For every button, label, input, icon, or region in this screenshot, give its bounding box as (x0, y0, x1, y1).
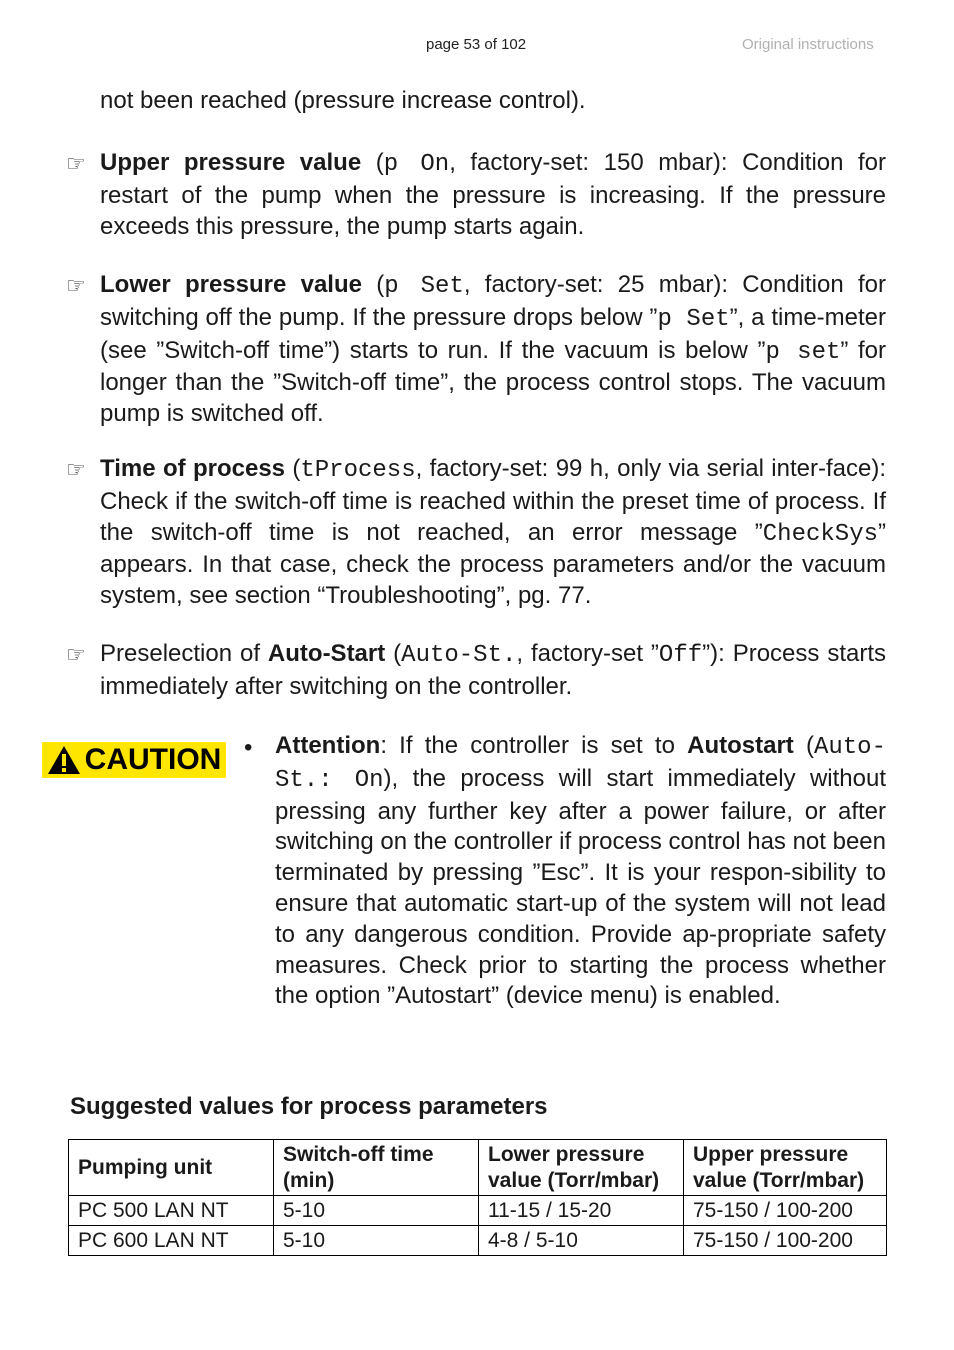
header-pumping-unit: Pumping unit (69, 1140, 274, 1196)
table-cell: 4-8 / 5-10 (479, 1226, 684, 1256)
table-cell: 75-150 / 100-200 (684, 1196, 887, 1226)
pointing-hand-icon: ☞ (66, 643, 86, 668)
pointing-hand-icon: ☞ (66, 274, 86, 299)
item-code: p On (383, 151, 450, 178)
item-text: , factory-set: 150 mbar): Condition for restart of the pump when the pressure is increasing. If the pressure exceeds this pressure, the pump starts again. (100, 149, 887, 240)
caution-label: CAUTION (84, 743, 222, 776)
item-code: Off (658, 642, 703, 669)
item-prefix: Preselection of (100, 640, 268, 667)
document-label: Original instructions (742, 36, 874, 53)
table-cell: PC 600 LAN NT (69, 1226, 274, 1256)
attention-label: Attention (275, 732, 381, 759)
attention-text-1: : If the controller is set to (380, 732, 688, 759)
table-header-row (69, 1140, 887, 1196)
table-cell: 5-10 (274, 1196, 479, 1226)
auto-start-item (100, 639, 886, 703)
pointing-hand-icon: ☞ (66, 152, 86, 177)
item-paren: ( (385, 640, 402, 667)
caution-badge (42, 742, 226, 778)
item-label: Upper pressure value (100, 149, 362, 176)
item-paren: ( (361, 271, 385, 298)
pointing-hand-icon: ☞ (66, 458, 86, 483)
item-code: tProcess (300, 457, 416, 484)
table-row (69, 1196, 887, 1226)
item-paren: ( (285, 455, 301, 482)
item-text: , factory-set ” (516, 640, 659, 667)
item-label: Auto-Start (267, 640, 386, 667)
item-text: , factory-set: 25 mbar): Condition for switching off the pump. If the pressure drops below ” (100, 271, 886, 331)
item-label: Lower pressure value (100, 271, 362, 298)
autostart-code: Auto-St.: On (275, 734, 886, 794)
header-upper-pressure: Upper pressure value (Torr/mbar) (684, 1140, 887, 1196)
page-number: page 53 of 102 (426, 36, 527, 53)
item-code: Auto-St. (401, 642, 517, 669)
table-cell: 5-10 (274, 1226, 479, 1256)
header-switch-off-time: Switch-off time (min) (274, 1140, 479, 1196)
item-code: p Set (657, 305, 730, 333)
bullet-mark: • (244, 734, 253, 761)
table-cell: PC 500 LAN NT (69, 1196, 274, 1226)
item-paren: ( (361, 149, 384, 176)
process-parameters-table (68, 1139, 887, 1256)
header-lower-pressure: Lower pressure value (Torr/mbar) (479, 1140, 684, 1196)
attention-text (275, 731, 886, 1012)
lower-pressure-item (100, 270, 886, 430)
item-code: CheckSys (762, 520, 878, 548)
item-code: p Set (384, 273, 464, 300)
warning-triangle-icon (47, 745, 81, 775)
upper-pressure-item (100, 148, 886, 242)
item-text: ” for longer than the ”Switch-off time”, the process control stops. The vacuum pump is switched off. (100, 336, 886, 428)
autostart-label: Autostart (687, 732, 794, 759)
item-label: Time of process (100, 455, 286, 482)
item-text: ”): Process starts immediately after switching on the controller. (100, 640, 886, 700)
continuation-text: not been reached (pressure increase control). (100, 87, 586, 114)
table-cell: 75-150 / 100-200 (684, 1226, 887, 1256)
attention-paren: ( (793, 732, 814, 759)
item-text: ”, a time-meter (see ”Switch-off time”) starts to run. If the vacuum is below ” (100, 303, 886, 364)
item-text: ” appears. In that case, check the process parameters and/or the vacuum system, see section “Troubleshooting”, pg. 77. (100, 518, 886, 610)
table-cell: 11-15 / 15-20 (479, 1196, 684, 1226)
item-code: p set (765, 338, 841, 366)
item-text: , factory-set: 99 h, only via serial inter-face): Check if the switch-off time is reached within the preset time of process. If the switch-off time is not reached, an error message ” (100, 455, 886, 546)
time-of-process-item (100, 454, 886, 612)
table-row (69, 1226, 887, 1256)
table-title: Suggested values for process parameters (70, 1093, 548, 1120)
attention-text-2: ), the process will start immediately without pressing any further key after a power failure, or after switching on the controller if process control has not been terminated by pressing ”Esc”. It is your respon-sibility to ensure that automatic start-up of the system will not lead to any dangerous condition. Provide ap-propriate safety measures. Check prior to starting the process whether the option ”Autostart” (device menu) is enabled. (275, 764, 887, 1010)
